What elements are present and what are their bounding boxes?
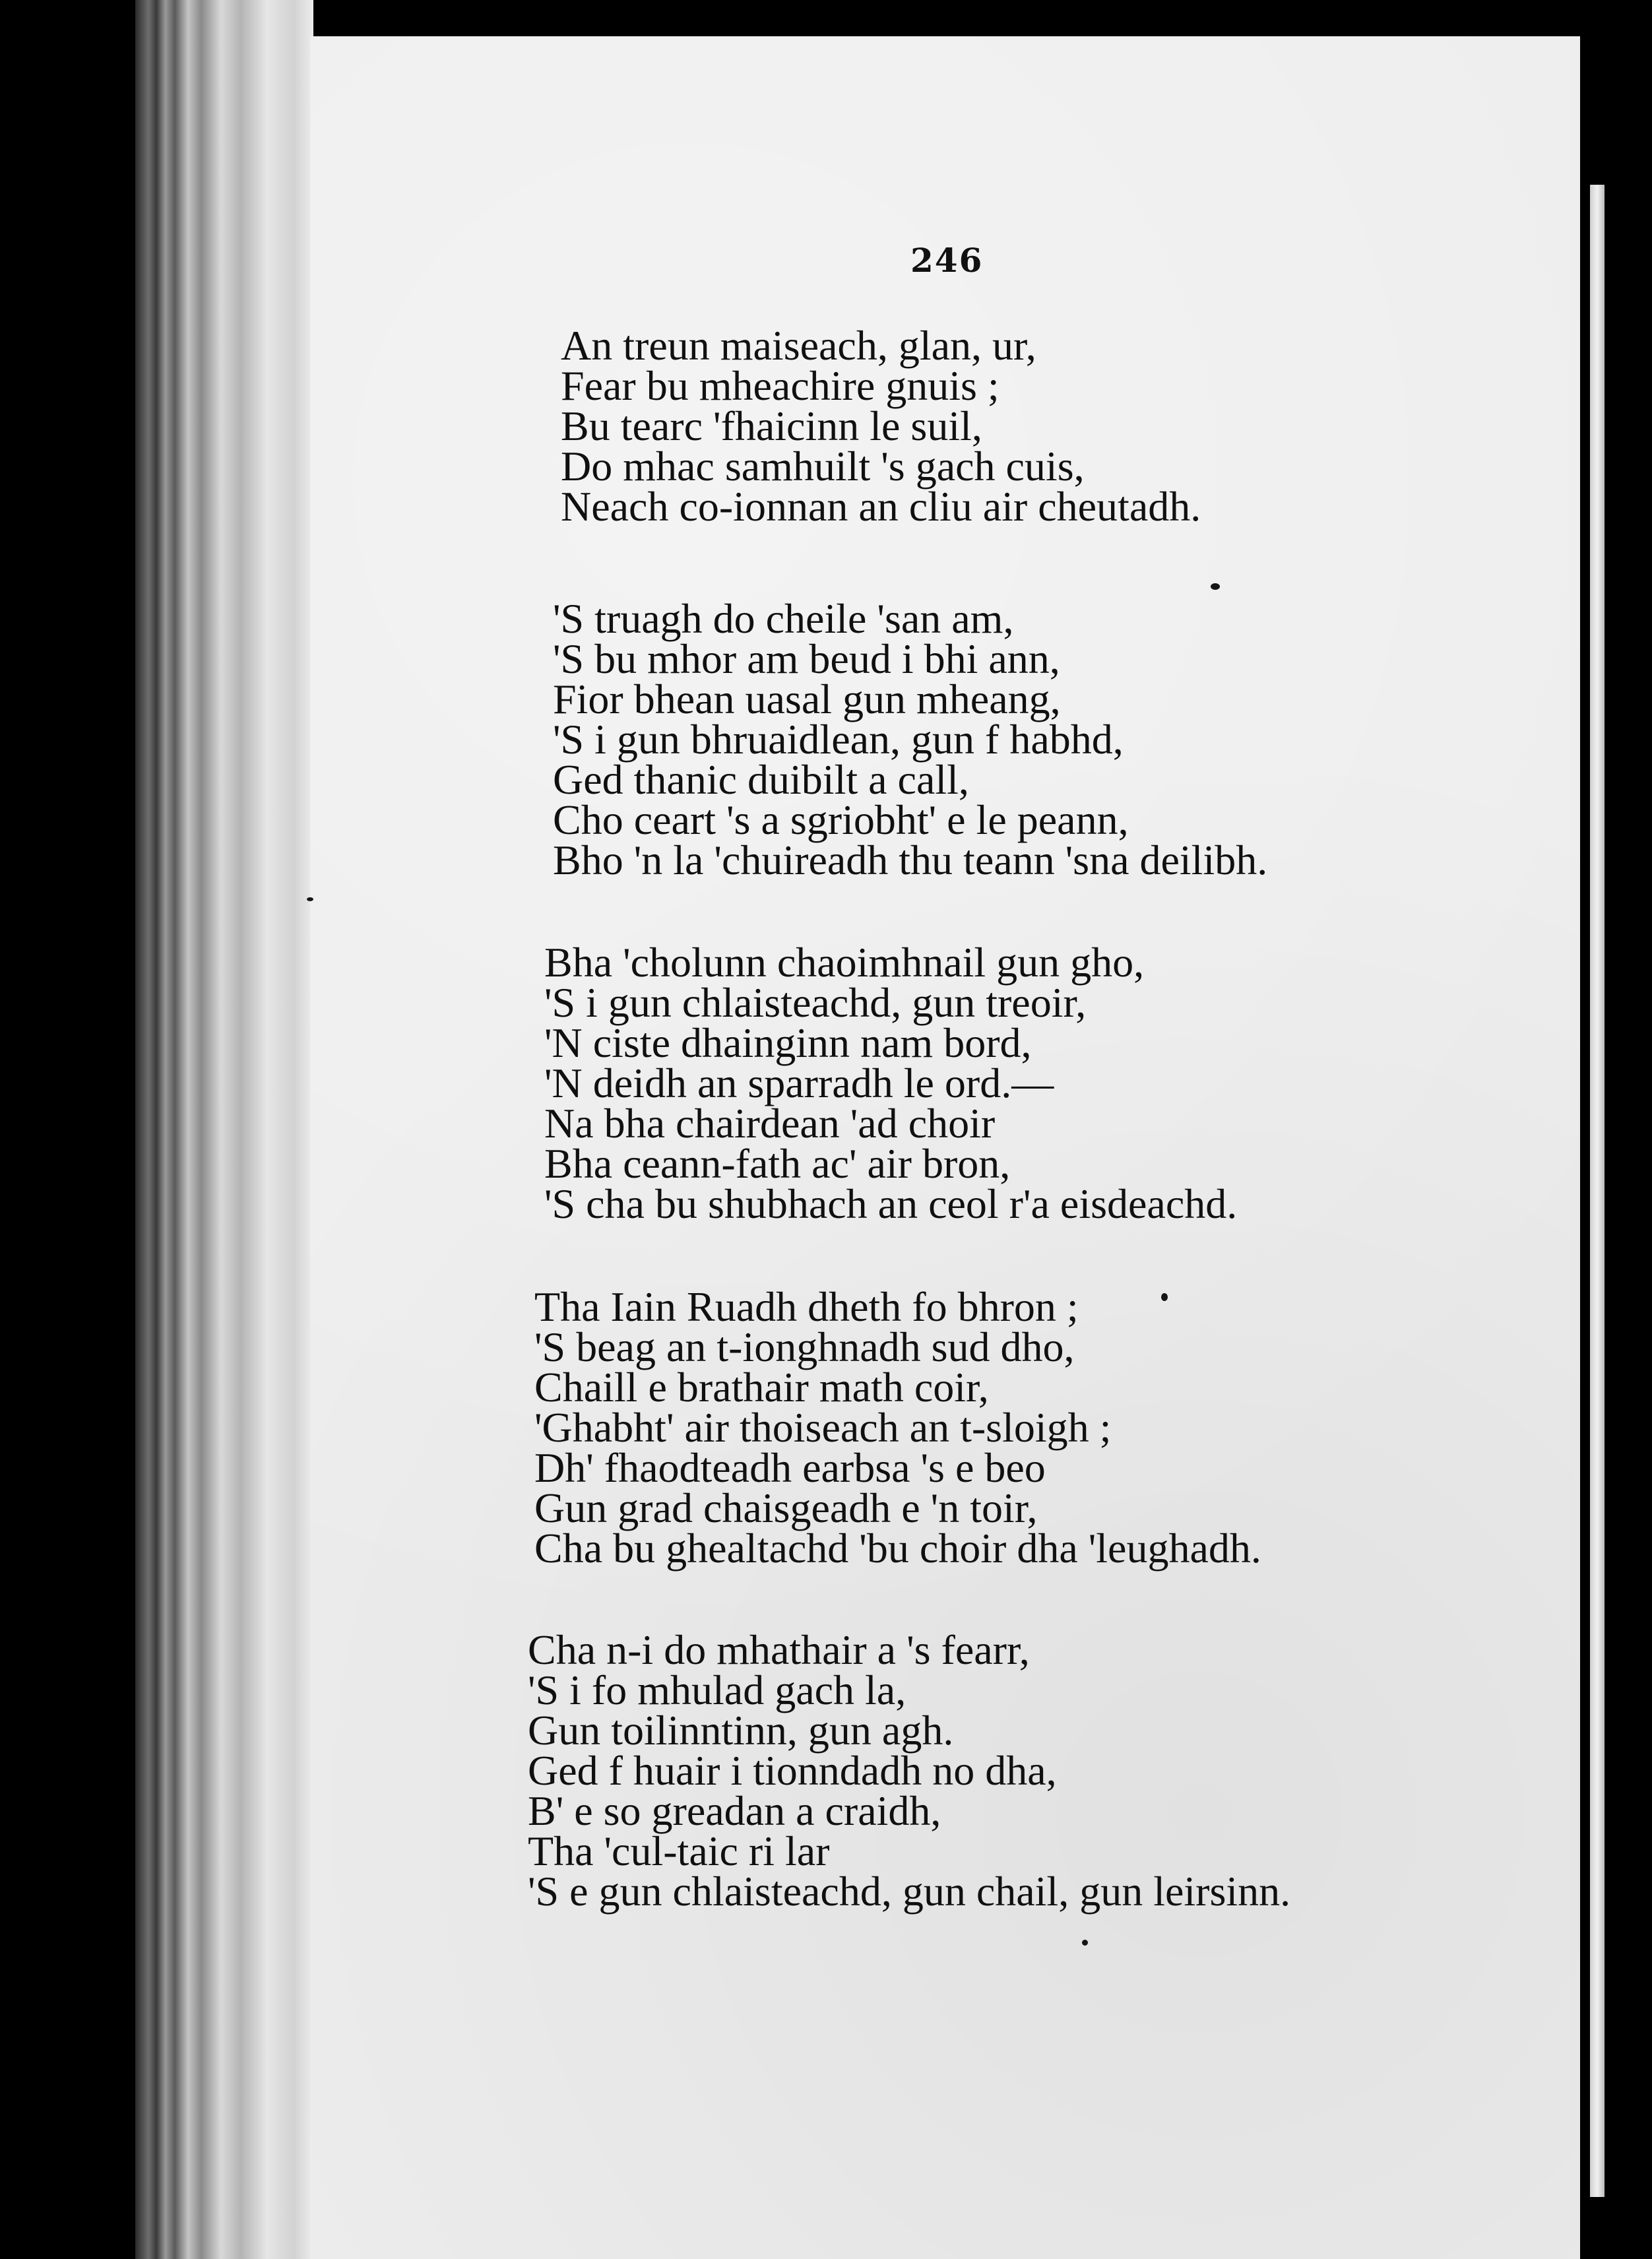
book-page-edges <box>135 0 313 2259</box>
verse-line: Dh' fhaodteadh earbsa 's e beo <box>534 1444 1046 1491</box>
stanza-1 <box>561 322 1201 530</box>
stanza-2 <box>553 595 1268 883</box>
verse-line: 'S truagh do cheile 'san am, <box>553 595 1014 642</box>
verse-line: B' e so greadan a craidh, <box>528 1787 941 1834</box>
scan-speck <box>1211 583 1220 590</box>
verse-line: 'S i gun chlaisteachd, gun treoir, <box>544 979 1087 1026</box>
facing-page-edge <box>1590 185 1604 2197</box>
verse-line: Chaill e brathair math coir, <box>534 1364 989 1411</box>
verse-line: Bha ceann-fath ac' air bron, <box>544 1140 1011 1187</box>
verse-line: Cha n-i do mhathair a 's fearr, <box>528 1626 1030 1673</box>
verse-line: Ged f huair i tionndadh no dha, <box>528 1747 1057 1794</box>
verse-line: An treun maiseach, glan, ur, <box>561 322 1036 369</box>
verse-line: Cha bu ghealtachd 'bu choir dha 'leughadh. <box>534 1525 1261 1572</box>
scan-speck <box>1082 1940 1088 1946</box>
verse-line: 'S bu mhor am beud i bhi ann, <box>553 635 1060 682</box>
verse-line: Cho ceart 's a sgriobht' e le peann, <box>553 796 1129 843</box>
verse-line: Gun grad chaisgeadh e 'n toir, <box>534 1484 1038 1531</box>
verse-line: 'S i gun bhruaidlean, gun f habhd, <box>553 716 1124 763</box>
verse-line: 'S i fo mhulad gach la, <box>528 1667 906 1713</box>
verse-line: 'N deidh an sparradh le ord.— <box>544 1060 1054 1106</box>
verse-line: Bho 'n la 'chuireadh thu teann 'sna deilibh. <box>553 837 1268 883</box>
verse-line: Tha 'cul-taic ri lar <box>528 1828 830 1874</box>
verse-line: 'S beag an t-ionghnadh sud dho, <box>534 1323 1075 1370</box>
verse-line: 'Ghabht' air thoiseach an t-sloigh ; <box>534 1404 1112 1451</box>
page-number: 246 <box>910 241 984 280</box>
verse-line: Neach co-ionnan an cliu air cheutadh. <box>561 483 1201 530</box>
scan-speck <box>1161 1293 1168 1301</box>
verse-line: 'N ciste dhainginn nam bord, <box>544 1019 1032 1066</box>
verse-line: Bha 'cholunn chaoimhnail gun gho, <box>544 939 1145 986</box>
verse-line: 'S cha bu shubhach an ceol r'a eisdeachd. <box>544 1180 1238 1227</box>
stanza-3 <box>544 939 1238 1227</box>
scan-speck <box>307 897 313 901</box>
verse-line: Bu tearc 'fhaicinn le suil, <box>561 402 982 449</box>
stanza-4 <box>534 1283 1261 1572</box>
verse-line: Na bha chairdean 'ad choir <box>544 1100 996 1147</box>
verse-line: Fior bhean uasal gun mheang, <box>553 676 1061 722</box>
verse-line: Tha Iain Ruadh dheth fo bhron ; <box>534 1283 1079 1330</box>
verse-line: Ged thanic duibilt a call, <box>553 756 969 803</box>
stanza-5 <box>528 1626 1291 1915</box>
verse-line: Gun toilinntinn, gun agh. <box>528 1707 954 1754</box>
verse-line: 'S e gun chlaisteachd, gun chail, gun leirsinn. <box>528 1868 1291 1915</box>
verse-line: Do mhac samhuilt 's gach cuis, <box>561 443 1085 490</box>
verse-line: Fear bu mheachire gnuis ; <box>561 362 1000 409</box>
